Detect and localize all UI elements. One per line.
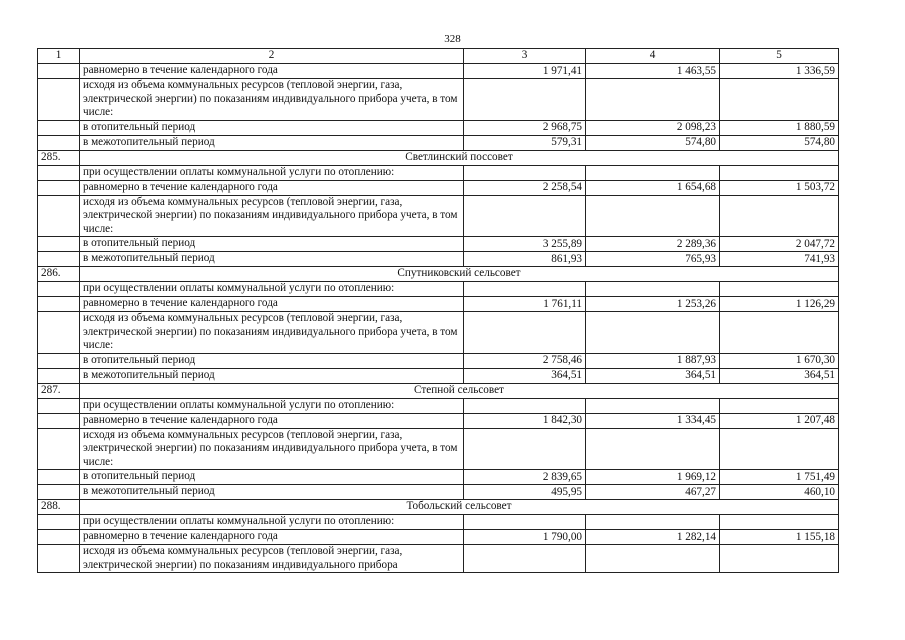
value-column-3: 1 971,41: [464, 64, 586, 79]
value-column-3: [464, 312, 586, 354]
section-number: 288.: [38, 500, 80, 515]
table-row: [38, 282, 839, 297]
section-title: Спутниковский сельсовет: [80, 267, 839, 282]
table-row: [38, 470, 839, 485]
column-header: 5: [720, 49, 839, 64]
row-number-cell: [38, 237, 80, 252]
row-description: в отопительный период: [80, 470, 464, 485]
row-number-cell: [38, 485, 80, 500]
value-column-4: [586, 545, 720, 573]
column-header: 2: [80, 49, 464, 64]
value-column-4: [586, 165, 720, 180]
value-column-3: [464, 79, 586, 121]
row-number-cell: [38, 120, 80, 135]
value-column-4: 1 463,55: [586, 64, 720, 79]
row-number-cell: [38, 180, 80, 195]
value-column-5: 1 126,29: [720, 297, 839, 312]
value-column-4: [586, 195, 720, 237]
row-number-cell: [38, 515, 80, 530]
row-number-cell: [38, 312, 80, 354]
row-description: равномерно в течение календарного года: [80, 64, 464, 79]
value-column-3: [464, 545, 586, 573]
table-row: [38, 195, 839, 237]
row-description: при осуществлении оплаты коммунальной услуги по отоплению:: [80, 398, 464, 413]
row-description: при осуществлении оплаты коммунальной услуги по отоплению:: [80, 515, 464, 530]
row-description: в межотопительный период: [80, 135, 464, 150]
value-column-3: 1 842,30: [464, 413, 586, 428]
value-column-3: [464, 515, 586, 530]
row-description: в межотопительный период: [80, 485, 464, 500]
row-number-cell: [38, 64, 80, 79]
row-number-cell: [38, 297, 80, 312]
value-column-4: 765,93: [586, 252, 720, 267]
value-column-5: 1 207,48: [720, 413, 839, 428]
header-row: [38, 49, 839, 64]
value-column-4: [586, 515, 720, 530]
tariff-table: [37, 48, 839, 573]
value-column-3: 495,95: [464, 485, 586, 500]
row-number-cell: [38, 353, 80, 368]
row-description: в отопительный период: [80, 120, 464, 135]
table-row: [38, 485, 839, 500]
value-column-5: [720, 165, 839, 180]
section-row: [38, 150, 839, 165]
value-column-3: 2 968,75: [464, 120, 586, 135]
row-description: в межотопительный период: [80, 252, 464, 267]
value-column-5: [720, 282, 839, 297]
value-column-4: 1 253,26: [586, 297, 720, 312]
value-column-4: 574,80: [586, 135, 720, 150]
table-row: [38, 135, 839, 150]
value-column-3: 2 258,54: [464, 180, 586, 195]
section-row: [38, 267, 839, 282]
value-column-3: 1 761,11: [464, 297, 586, 312]
value-column-4: 2 289,36: [586, 237, 720, 252]
row-number-cell: [38, 530, 80, 545]
row-number-cell: [38, 79, 80, 121]
value-column-5: [720, 195, 839, 237]
value-column-3: 1 790,00: [464, 530, 586, 545]
value-column-5: 1 751,49: [720, 470, 839, 485]
row-number-cell: [38, 413, 80, 428]
value-column-5: 460,10: [720, 485, 839, 500]
row-description: в отопительный период: [80, 353, 464, 368]
value-column-5: [720, 515, 839, 530]
section-title: Тобольский сельсовет: [80, 500, 839, 515]
row-description: исходя из объема коммунальных ресурсов (тепловой энергии, газа, электрической энергии) по показаниям индивидуального прибора: [80, 545, 464, 573]
row-description: при осуществлении оплаты коммунальной услуги по отоплению:: [80, 282, 464, 297]
table-row: [38, 515, 839, 530]
table-row: [38, 398, 839, 413]
row-number-cell: [38, 368, 80, 383]
value-column-5: 574,80: [720, 135, 839, 150]
table-row: [38, 545, 839, 573]
value-column-3: 2 758,46: [464, 353, 586, 368]
value-column-5: [720, 79, 839, 121]
section-row: [38, 383, 839, 398]
value-column-4: 1 887,93: [586, 353, 720, 368]
row-description: исходя из объема коммунальных ресурсов (тепловой энергии, газа, электрической энергии) по показаниям индивидуального прибора учета, в том числе:: [80, 312, 464, 354]
row-description: исходя из объема коммунальных ресурсов (тепловой энергии, газа, электрической энергии) по показаниям индивидуального прибора учета, в том числе:: [80, 195, 464, 237]
value-column-5: [720, 398, 839, 413]
row-number-cell: [38, 135, 80, 150]
column-header: 4: [586, 49, 720, 64]
table-row: [38, 297, 839, 312]
value-column-4: [586, 282, 720, 297]
value-column-3: 579,31: [464, 135, 586, 150]
section-title: Светлинский поссовет: [80, 150, 839, 165]
row-description: равномерно в течение календарного года: [80, 297, 464, 312]
value-column-4: [586, 79, 720, 121]
row-description: равномерно в течение календарного года: [80, 530, 464, 545]
row-description: в отопительный период: [80, 237, 464, 252]
row-number-cell: [38, 428, 80, 470]
value-column-4: [586, 398, 720, 413]
table-row: [38, 312, 839, 354]
row-number-cell: [38, 545, 80, 573]
row-description: равномерно в течение календарного года: [80, 180, 464, 195]
value-column-4: 2 098,23: [586, 120, 720, 135]
value-column-5: 1 155,18: [720, 530, 839, 545]
value-column-5: 1 503,72: [720, 180, 839, 195]
table-row: [38, 79, 839, 121]
value-column-3: [464, 165, 586, 180]
table-row: [38, 413, 839, 428]
value-column-4: 1 654,68: [586, 180, 720, 195]
table-row: [38, 252, 839, 267]
table-row: [38, 530, 839, 545]
value-column-5: 741,93: [720, 252, 839, 267]
row-number-cell: [38, 470, 80, 485]
row-number-cell: [38, 252, 80, 267]
column-header: 1: [38, 49, 80, 64]
value-column-4: 1 969,12: [586, 470, 720, 485]
value-column-5: 1 336,59: [720, 64, 839, 79]
value-column-3: [464, 398, 586, 413]
table-body: [38, 49, 839, 573]
value-column-5: [720, 545, 839, 573]
value-column-4: 364,51: [586, 368, 720, 383]
value-column-3: [464, 428, 586, 470]
section-row: [38, 500, 839, 515]
page-number: 328: [444, 33, 461, 45]
table-row: [38, 368, 839, 383]
column-header: 3: [464, 49, 586, 64]
value-column-3: [464, 195, 586, 237]
value-column-5: 364,51: [720, 368, 839, 383]
row-description: исходя из объема коммунальных ресурсов (тепловой энергии, газа, электрической энергии) по показаниям индивидуального прибора учета, в том числе:: [80, 79, 464, 121]
value-column-5: [720, 312, 839, 354]
value-column-5: 1 880,59: [720, 120, 839, 135]
section-number: 287.: [38, 383, 80, 398]
table-row: [38, 428, 839, 470]
row-number-cell: [38, 165, 80, 180]
section-number: 285.: [38, 150, 80, 165]
row-number-cell: [38, 398, 80, 413]
value-column-3: 2 839,65: [464, 470, 586, 485]
value-column-4: [586, 428, 720, 470]
table-row: [38, 165, 839, 180]
section-number: 286.: [38, 267, 80, 282]
table-row: [38, 353, 839, 368]
value-column-5: [720, 428, 839, 470]
table-row: [38, 64, 839, 79]
value-column-4: 467,27: [586, 485, 720, 500]
value-column-3: [464, 282, 586, 297]
value-column-3: 364,51: [464, 368, 586, 383]
value-column-4: 1 334,45: [586, 413, 720, 428]
row-number-cell: [38, 282, 80, 297]
value-column-4: [586, 312, 720, 354]
value-column-5: 1 670,30: [720, 353, 839, 368]
row-description: при осуществлении оплаты коммунальной услуги по отоплению:: [80, 165, 464, 180]
row-description: равномерно в течение календарного года: [80, 413, 464, 428]
value-column-5: 2 047,72: [720, 237, 839, 252]
value-column-3: 861,93: [464, 252, 586, 267]
table-row: [38, 180, 839, 195]
row-number-cell: [38, 195, 80, 237]
value-column-4: 1 282,14: [586, 530, 720, 545]
table-row: [38, 237, 839, 252]
section-title: Степной сельсовет: [80, 383, 839, 398]
row-description: исходя из объема коммунальных ресурсов (тепловой энергии, газа, электрической энергии) по показаниям индивидуального прибора учета, в том числе:: [80, 428, 464, 470]
value-column-3: 3 255,89: [464, 237, 586, 252]
row-description: в межотопительный период: [80, 368, 464, 383]
table-row: [38, 120, 839, 135]
